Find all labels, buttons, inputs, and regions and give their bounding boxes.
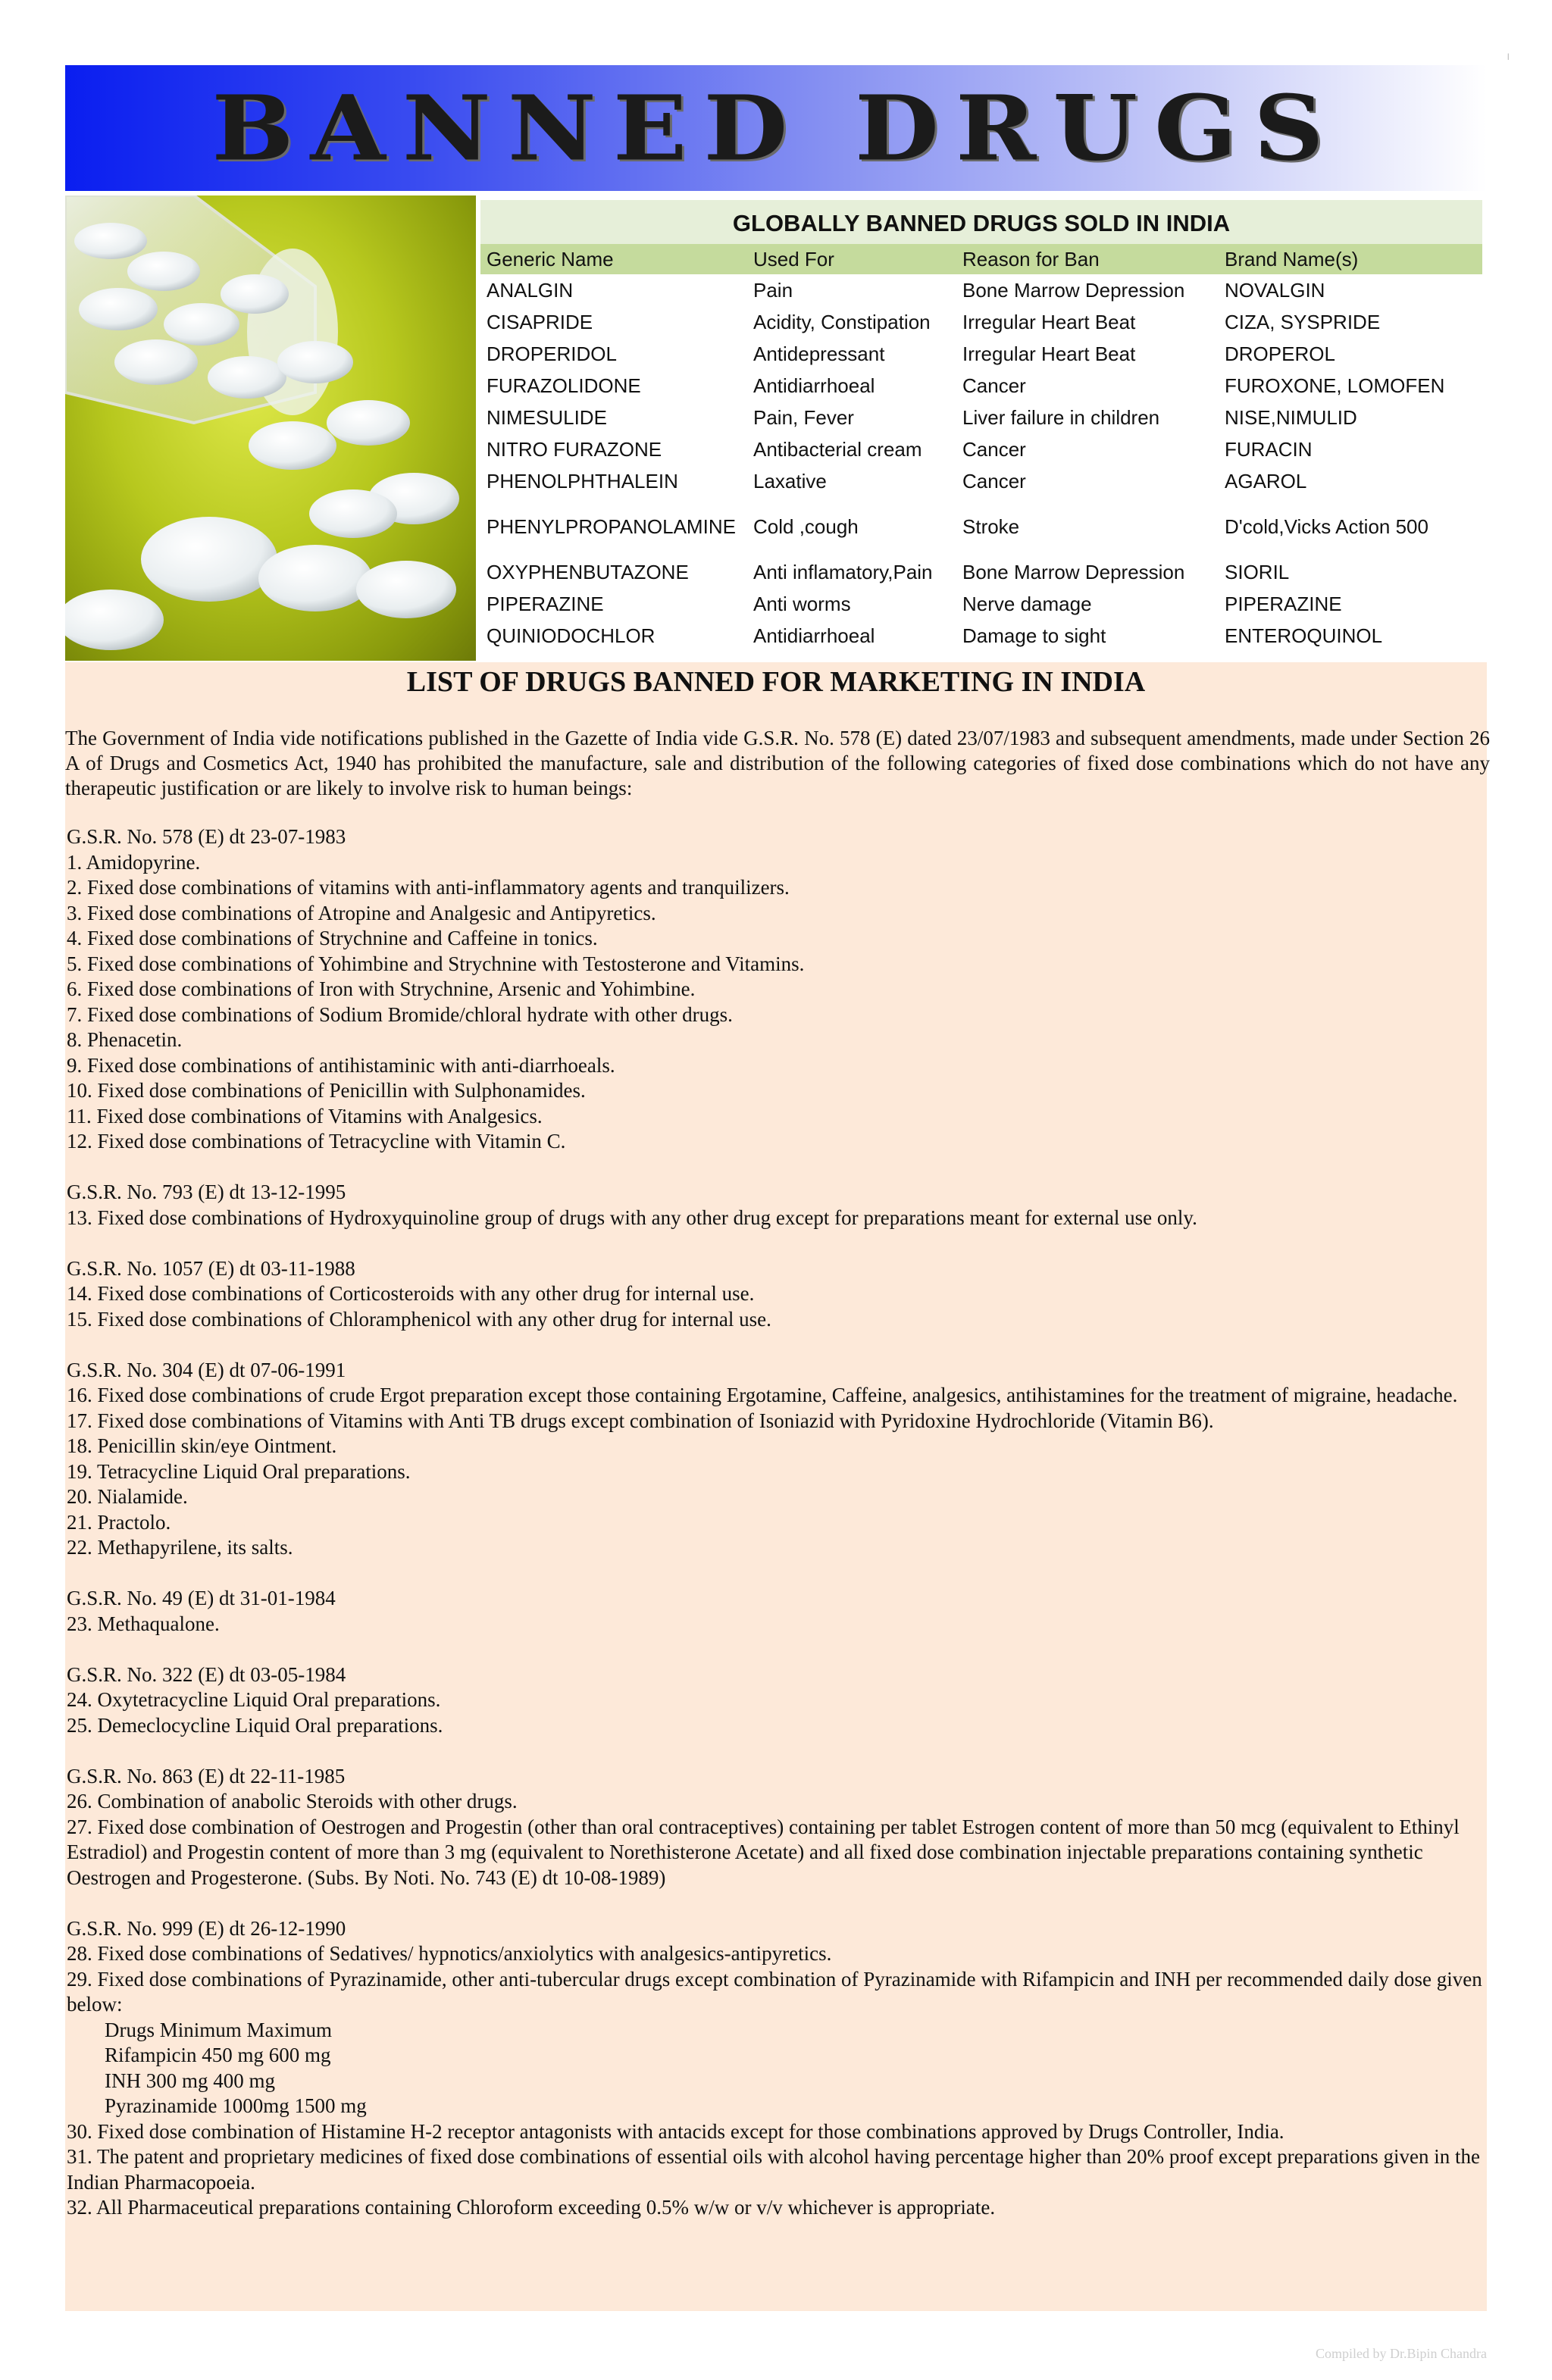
notification-heading: G.S.R. No. 1057 (E) dt 03-11-1988 [67, 1256, 355, 1280]
dose-row: Drugs Minimum Maximum [105, 2018, 333, 2041]
pills-photo [65, 195, 476, 661]
cell-generic-name: DROPERIDOL [487, 342, 617, 365]
cell-reason: Nerve damage [962, 593, 1092, 615]
list-item: 22. Methapyrilene, its salts. [67, 1536, 293, 1559]
list-item: 18. Penicillin skin/eye Ointment. [67, 1434, 337, 1457]
table-row [480, 588, 1482, 620]
cell-reason: Cancer [962, 374, 1026, 397]
cell-reason: Irregular Heart Beat [962, 311, 1136, 333]
list-item: 16. Fixed dose combinations of crude Ergot preparation except those containing Ergotamine, Caffeine, analgesics, antihistamines for the treatment of migraine, headache. [67, 1384, 1458, 1406]
compiled-by-credit: Compiled by Dr.Bipin Chandra [1316, 2346, 1487, 2361]
cell-reason: Liver failure in children [962, 406, 1160, 429]
intro-paragraph: The Government of India vide notifications published in the Gazette of India vide G.S.R. No. 578 (E) dated 23/07/1983 and subsequent amendments, made under Section 26 A of Drugs and Cosmetics Act, 1940 has prohibited the manufacture, sale and distribution of the following categories of fixed dose combinations which do not have any therapeutic justification or are likely to involve risk to human beings: [65, 727, 1490, 799]
list-item: 6. Fixed dose combinations of Iron with Strychnine, Arsenic and Yohimbine. [67, 977, 696, 1000]
notification-heading: G.S.R. No. 49 (E) dt 31-01-1984 [67, 1587, 336, 1609]
list-item: 8. Phenacetin. [67, 1028, 183, 1051]
notification-heading: G.S.R. No. 322 (E) dt 03-05-1984 [67, 1662, 346, 1686]
table-row [480, 338, 1482, 370]
cell-used-for: Pain, Fever [753, 406, 854, 429]
list-item: 17. Fixed dose combinations of Vitamins with Anti TB drugs except combination of Isoniazid with Pyridoxine Hydrochloride (Vitamin B6). [67, 1409, 1214, 1432]
cell-reason: Irregular Heart Beat [962, 342, 1136, 365]
dose-row: Pyrazinamide 1000mg 1500 mg [105, 2094, 367, 2117]
cell-reason: Damage to sight [962, 624, 1106, 647]
list-item: 10. Fixed dose combinations of Penicillin with Sulphonamides. [67, 1079, 586, 1102]
list-item: 27. Fixed dose combination of Oestrogen and Progestin (other than oral contraceptives) containing per tablet Estrogen content of more than 50 mcg (equivalent to Ethinyl Estradiol) and Progestin content of more than 3 mg (equivalent to Norethisterone Acetate) and all fixed dose combination injectable preparations containing synthetic Oestrogen and Progesterone. (Subs. By Noti. No. 743 (E) dt 10-08-1989) [67, 1815, 1460, 1889]
spacer [67, 1231, 1488, 1256]
cell-brand: NOVALGIN [1225, 279, 1325, 302]
cell-reason: Stroke [962, 515, 1020, 538]
table-row [480, 402, 1482, 433]
spacer [67, 1738, 1488, 1764]
cell-brand: PIPERAZINE [1225, 593, 1342, 615]
banned-list-section [65, 662, 1490, 2311]
list-item: 32. All Pharmaceutical preparations containing Chloroform exceeding 0.5% w/w or v/v whichever is appropriate. [67, 2196, 996, 2219]
table-row [480, 556, 1482, 588]
list-item: 11. Fixed dose combinations of Vitamins with Analgesics. [67, 1104, 543, 1127]
cell-brand: SIORIL [1225, 561, 1290, 583]
cell-used-for: Antibacterial cream [753, 438, 922, 461]
list-item: 26. Combination of anabolic Steroids with other drugs. [67, 1790, 518, 1812]
pill-bottle-illustration [65, 195, 476, 661]
table-row [480, 433, 1482, 465]
page-title: BANNED DRUGS [211, 77, 1341, 181]
list-item: 9. Fixed dose combinations of antihistaminic with anti-diarrhoeals. [67, 1053, 615, 1077]
banned-drugs-table [480, 200, 1482, 652]
list-item: 1. Amidopyrine. [67, 850, 201, 874]
cell-brand: FURACIN [1225, 438, 1313, 461]
notification-heading: G.S.R. No. 304 (E) dt 07-06-1991 [67, 1358, 346, 1381]
cell-generic-name: QUINIODOCHLOR [487, 624, 656, 647]
list-item: 28. Fixed dose combinations of Sedatives/ hypnotics/anxiolytics with analgesics-antipyretics. [67, 1942, 832, 1965]
banned-list-body [67, 824, 1488, 2221]
cell-reason: Cancer [962, 438, 1026, 461]
cell-generic-name: PHENOLPHTHALEIN [487, 470, 678, 493]
cell-generic-name: OXYPHENBUTAZONE [487, 561, 689, 583]
title-banner [65, 65, 1487, 191]
cell-used-for: Acidity, Constipation [753, 311, 931, 333]
cell-used-for: Antidepressant [753, 342, 885, 365]
list-item: 12. Fixed dose combinations of Tetracycline with Vitamin C. [67, 1130, 566, 1152]
cell-brand: D'cold,Vicks Action 500 [1225, 515, 1428, 538]
list-item: 7. Fixed dose combinations of Sodium Bromide/chloral hydrate with other drugs. [67, 1002, 733, 1026]
list-item: 30. Fixed dose combination of Histamine H-2 receptor antagonists with antacids except for those combinations approved by Drugs Controller, India. [67, 2119, 1284, 2143]
cell-brand: ENTEROQUINOL [1225, 624, 1383, 647]
page-mark: I [1507, 52, 1510, 62]
list-item: 2. Fixed dose combinations of vitamins with anti-inflammatory agents and tranquilizers. [67, 876, 790, 899]
spacer [67, 1155, 1488, 1181]
table-header-row [480, 244, 1482, 274]
list-item: 14. Fixed dose combinations of Corticosteroids with any other drug for internal use. [67, 1282, 755, 1305]
spacer [67, 1891, 1488, 1916]
list-item: 19. Tetracycline Liquid Oral preparations. [67, 1459, 411, 1483]
cell-brand: DROPEROL [1225, 342, 1335, 365]
spacer [67, 1561, 1488, 1587]
cell-reason: Bone Marrow Depression [962, 561, 1185, 583]
table-row [480, 370, 1482, 402]
table-row [480, 497, 1482, 556]
list-item: 24. Oxytetracycline Liquid Oral preparations. [67, 1688, 441, 1711]
list-item: 4. Fixed dose combinations of Strychnine and Caffeine in tonics. [67, 927, 598, 949]
cell-brand: CIZA, SYSPRIDE [1225, 311, 1381, 333]
cell-generic-name: PHENYLPROPANOLAMINE [487, 515, 736, 538]
banned-list-lines-after [67, 2119, 1488, 2221]
cell-generic-name: NIMESULIDE [487, 406, 607, 429]
cell-generic-name: ANALGIN [487, 279, 574, 302]
header-reason-for-ban: Reason for Ban [962, 248, 1100, 271]
list-item: 21. Practolo. [67, 1510, 171, 1534]
notification-heading: G.S.R. No. 999 (E) dt 26-12-1990 [67, 1916, 346, 1940]
dose-table [67, 2018, 1488, 2119]
cell-generic-name: PIPERAZINE [487, 593, 604, 615]
notification-heading: G.S.R. No. 863 (E) dt 22-11-1985 [67, 1764, 346, 1787]
cell-reason: Bone Marrow Depression [962, 279, 1185, 302]
list-item: 23. Methaqualone. [67, 1612, 220, 1635]
cell-brand: AGAROL [1225, 470, 1307, 493]
dose-row: Rifampicin 450 mg 600 mg [105, 2044, 331, 2066]
header-used-for: Used For [753, 248, 834, 271]
spacer [67, 1637, 1488, 1662]
cell-generic-name: NITRO FURAZONE [487, 438, 662, 461]
table-row [480, 306, 1482, 338]
list-item: 29. Fixed dose combinations of Pyrazinamide, other anti-tubercular drugs except combination of Pyrazinamide with Rifampicin and INH per recommended daily dose given below: [67, 1967, 1482, 2016]
header-brand-names: Brand Name(s) [1225, 248, 1359, 271]
list-item: 25. Demeclocycline Liquid Oral preparations. [67, 1713, 443, 1737]
header-generic-name: Generic Name [487, 248, 614, 271]
cell-reason: Cancer [962, 470, 1026, 493]
cell-generic-name: FURAZOLIDONE [487, 374, 641, 397]
notification-heading: G.S.R. No. 578 (E) dt 23-07-1983 [67, 825, 346, 848]
table-title: GLOBALLY BANNED DRUGS SOLD IN INDIA [480, 200, 1482, 244]
cell-generic-name: CISAPRIDE [487, 311, 593, 333]
list-item: 13. Fixed dose combinations of Hydroxyquinoline group of drugs with any other drug except for preparations meant for external use only. [67, 1206, 1197, 1229]
cell-brand: FUROXONE, LOMOFEN [1225, 374, 1445, 397]
list-item: 15. Fixed dose combinations of Chloramphenicol with any other drug for internal use. [67, 1307, 771, 1331]
table-row [480, 274, 1482, 306]
notification-heading: G.S.R. No. 793 (E) dt 13-12-1995 [67, 1181, 346, 1203]
table-row [480, 465, 1482, 497]
list-item: 31. The patent and proprietary medicines of fixed dose combinations of essential oils with alcohol having percentage higher than 20% proof except preparations given in the Indian Pharmacopoeia. [67, 2145, 1480, 2194]
list-item: 20. Nialamide. [67, 1485, 188, 1508]
list-item: 3. Fixed dose combinations of Atropine and Analgesic and Antipyretics. [67, 901, 656, 924]
table-row [480, 620, 1482, 652]
cell-used-for: Anti worms [753, 593, 851, 615]
section-title: LIST OF DRUGS BANNED FOR MARKETING IN INDIA [406, 666, 1146, 698]
cell-used-for: Anti inflamatory,Pain [753, 561, 933, 583]
spacer [67, 1332, 1488, 1358]
dose-row: INH 300 mg 400 mg [105, 2069, 275, 2092]
cell-used-for: Cold ,cough [753, 515, 859, 538]
cell-brand: NISE,NIMULID [1225, 406, 1357, 429]
cell-used-for: Antidiarrhoeal [753, 624, 875, 647]
list-item: 5. Fixed dose combinations of Yohimbine and Strychnine with Testosterone and Vitamins. [67, 952, 805, 975]
cell-used-for: Laxative [753, 470, 827, 493]
banned-list-lines [67, 824, 1488, 2018]
cell-used-for: Antidiarrhoeal [753, 374, 875, 397]
cell-used-for: Pain [753, 279, 793, 302]
